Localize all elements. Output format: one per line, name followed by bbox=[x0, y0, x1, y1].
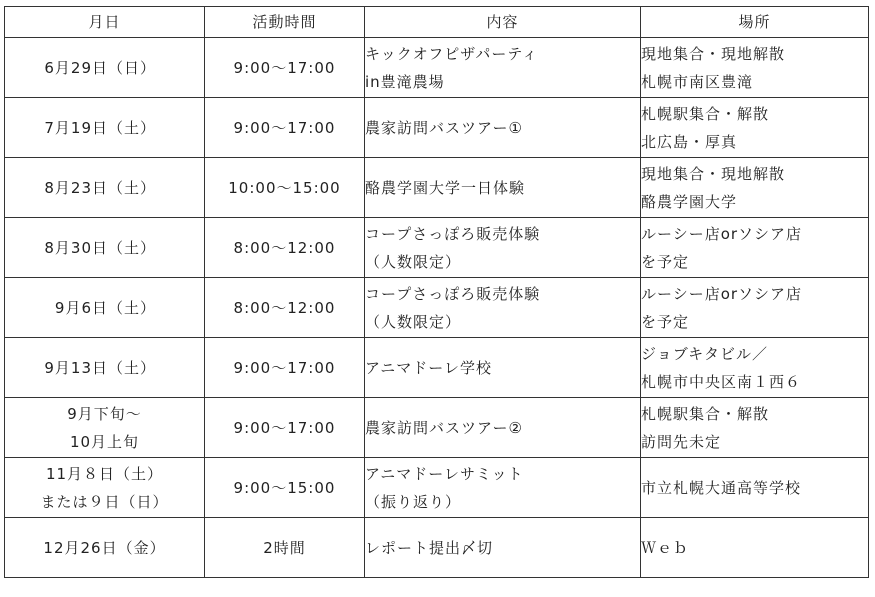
date-text: 6月29日（日） bbox=[44, 58, 156, 77]
place-line: 現地集合・現地解散 bbox=[641, 44, 786, 63]
content-cell bbox=[365, 398, 641, 458]
content-cell bbox=[365, 98, 641, 158]
place-line: 現地集合・現地解散 bbox=[641, 164, 786, 183]
content-line: （人数限定） bbox=[365, 312, 462, 331]
content-cell bbox=[365, 218, 641, 278]
date-text: 7月19日（土） bbox=[44, 118, 156, 137]
time-cell: 10:00〜15:00 bbox=[205, 158, 365, 218]
date-text: 10月上旬 bbox=[69, 432, 140, 451]
content-cell bbox=[365, 458, 641, 518]
date-text: 9月下旬〜 bbox=[67, 404, 142, 423]
date-cell bbox=[5, 398, 205, 458]
header-row bbox=[5, 7, 869, 38]
content-line: 農家訪問バスツアー② bbox=[365, 418, 523, 437]
content-cell bbox=[365, 158, 641, 218]
content-line: コープさっぽろ販売体験 bbox=[365, 224, 541, 243]
time-cell: 8:00〜12:00 bbox=[205, 218, 365, 278]
content-cell bbox=[365, 278, 641, 338]
place-line: 札幌市中央区南１西６ bbox=[641, 372, 802, 391]
content-line: コープさっぽろ販売体験 bbox=[365, 284, 541, 303]
date-cell bbox=[5, 158, 205, 218]
table-row bbox=[5, 518, 869, 578]
header-place: 場所 bbox=[641, 7, 869, 38]
content-line: 酪農学園大学一日体験 bbox=[365, 178, 526, 197]
content-line: （振り返り） bbox=[365, 492, 462, 511]
place-cell bbox=[641, 278, 869, 338]
place-line: 札幌市南区豊滝 bbox=[641, 72, 754, 91]
date-text: 12月26日（金） bbox=[43, 538, 166, 557]
place-line: を予定 bbox=[641, 252, 690, 271]
date-text: または９日（日） bbox=[40, 492, 169, 511]
place-cell bbox=[641, 158, 869, 218]
time-cell: 2時間 bbox=[205, 518, 365, 578]
place-line: ルーシー店orソシア店 bbox=[641, 284, 803, 303]
date-cell bbox=[5, 338, 205, 398]
place-cell bbox=[641, 338, 869, 398]
date-cell bbox=[5, 218, 205, 278]
table-row bbox=[5, 458, 869, 518]
table-row bbox=[5, 398, 869, 458]
place-line: ジョブキタビル／ bbox=[641, 344, 768, 363]
place-cell bbox=[641, 38, 869, 98]
table-row bbox=[5, 158, 869, 218]
place-line: を予定 bbox=[641, 312, 690, 331]
date-cell bbox=[5, 38, 205, 98]
table-row bbox=[5, 38, 869, 98]
schedule-table bbox=[4, 6, 869, 578]
place-line: 市立札幌大通高等学校 bbox=[641, 478, 802, 497]
content-line: キックオフピザパーティ bbox=[365, 44, 539, 63]
time-cell: 9:00〜17:00 bbox=[205, 38, 365, 98]
place-cell bbox=[641, 98, 869, 158]
place-line: 札幌駅集合・解散 bbox=[641, 104, 770, 123]
date-text: 9月13日（土） bbox=[44, 358, 156, 377]
time-cell: 9:00〜17:00 bbox=[205, 338, 365, 398]
content-line: in豊滝農場 bbox=[365, 72, 445, 91]
time-cell: 9:00〜17:00 bbox=[205, 398, 365, 458]
content-cell bbox=[365, 338, 641, 398]
content-line: レポート提出〆切 bbox=[365, 538, 494, 557]
header-content: 内容 bbox=[365, 7, 641, 38]
header-time: 活動時間 bbox=[205, 7, 365, 38]
place-line: ルーシー店orソシア店 bbox=[641, 224, 803, 243]
place-cell bbox=[641, 518, 869, 578]
place-line: 札幌駅集合・解散 bbox=[641, 404, 770, 423]
date-cell bbox=[5, 278, 205, 338]
table-row bbox=[5, 218, 869, 278]
time-cell: 9:00〜15:00 bbox=[205, 458, 365, 518]
place-cell bbox=[641, 398, 869, 458]
table-row bbox=[5, 278, 869, 338]
date-text: 8月23日（土） bbox=[44, 178, 156, 197]
date-text: 9月6日（土） bbox=[54, 298, 156, 317]
date-cell bbox=[5, 98, 205, 158]
header-date: 月日 bbox=[5, 7, 205, 38]
table-row bbox=[5, 98, 869, 158]
content-cell bbox=[365, 518, 641, 578]
time-cell: 8:00〜12:00 bbox=[205, 278, 365, 338]
date-text: 8月30日（土） bbox=[44, 238, 156, 257]
place-cell bbox=[641, 218, 869, 278]
place-line: 酪農学園大学 bbox=[641, 192, 738, 211]
table-row bbox=[5, 338, 869, 398]
content-line: （人数限定） bbox=[365, 252, 462, 271]
place-line: 訪問先未定 bbox=[641, 432, 722, 451]
date-cell bbox=[5, 518, 205, 578]
time-cell: 9:00〜17:00 bbox=[205, 98, 365, 158]
place-line: Ｗｅｂ bbox=[641, 538, 690, 557]
content-line: アニマドーレ学校 bbox=[365, 358, 492, 377]
content-line: 農家訪問バスツアー① bbox=[365, 118, 523, 137]
content-line: アニマドーレサミット bbox=[365, 464, 524, 483]
date-cell bbox=[5, 458, 205, 518]
place-cell bbox=[641, 458, 869, 518]
place-line: 北広島・厚真 bbox=[641, 132, 738, 151]
content-cell bbox=[365, 38, 641, 98]
date-text: 11月８日（土） bbox=[45, 464, 164, 483]
